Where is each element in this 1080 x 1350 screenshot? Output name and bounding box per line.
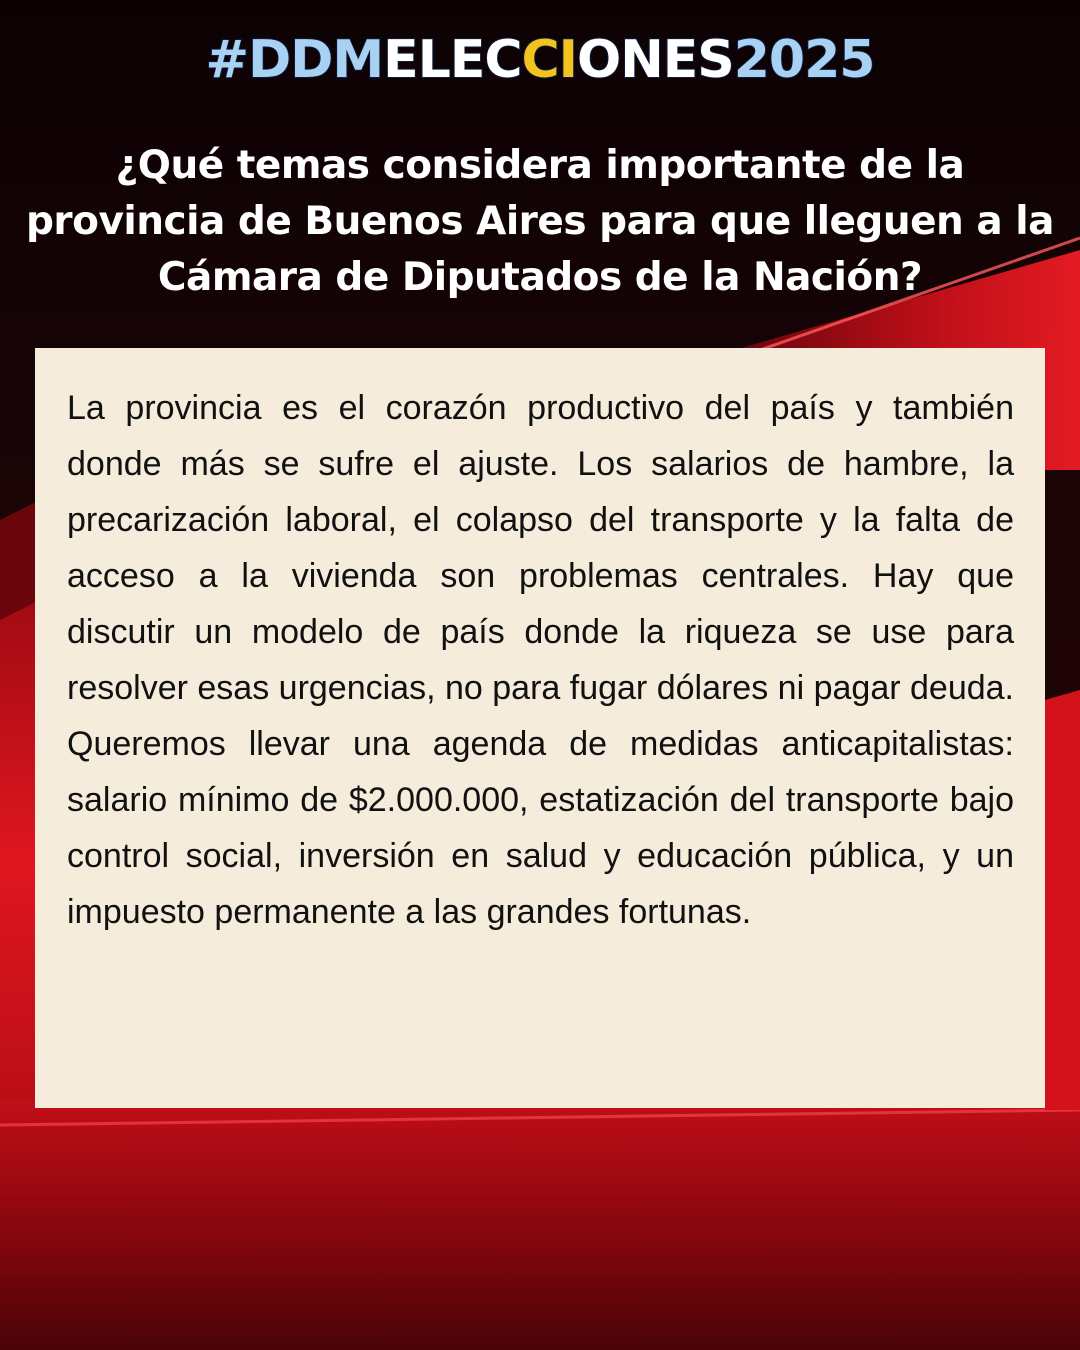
answer-card xyxy=(35,348,1045,1108)
answer-text: La provincia es el corazón productivo del país y también donde más se sufre el ajuste. Los salarios de hambre, la precarización laboral, el colapso del transporte y la falta de acceso a la vivienda son problemas centrales. Hay que discutir un modelo de país donde la riqueza se use para resolver esas urgencias, no para fugar dólares ni pagar deuda. Queremos llevar una agenda de medidas anticapitalistas: salario mínimo de $2.000.000, estatización del transporte bajo control social, inversión en salud y educación pública, y un impuesto permanente a las grandes fortunas. xyxy=(67,389,1014,931)
hashtag-part-year: 2025 xyxy=(733,30,875,90)
hashtag-part-ddm: #DDM xyxy=(205,30,384,90)
question-heading: ¿Qué temas considera importante de la provincia de Buenos Aires para que lleguen a la Cámara de Diputados de la Nación? xyxy=(26,143,1054,300)
hashtag-part-ones: ONES xyxy=(577,30,734,90)
hashtag-part-elec: ELEC xyxy=(383,30,522,90)
hashtag-title xyxy=(0,30,1080,90)
hashtag-part-ci: CI xyxy=(521,30,578,90)
